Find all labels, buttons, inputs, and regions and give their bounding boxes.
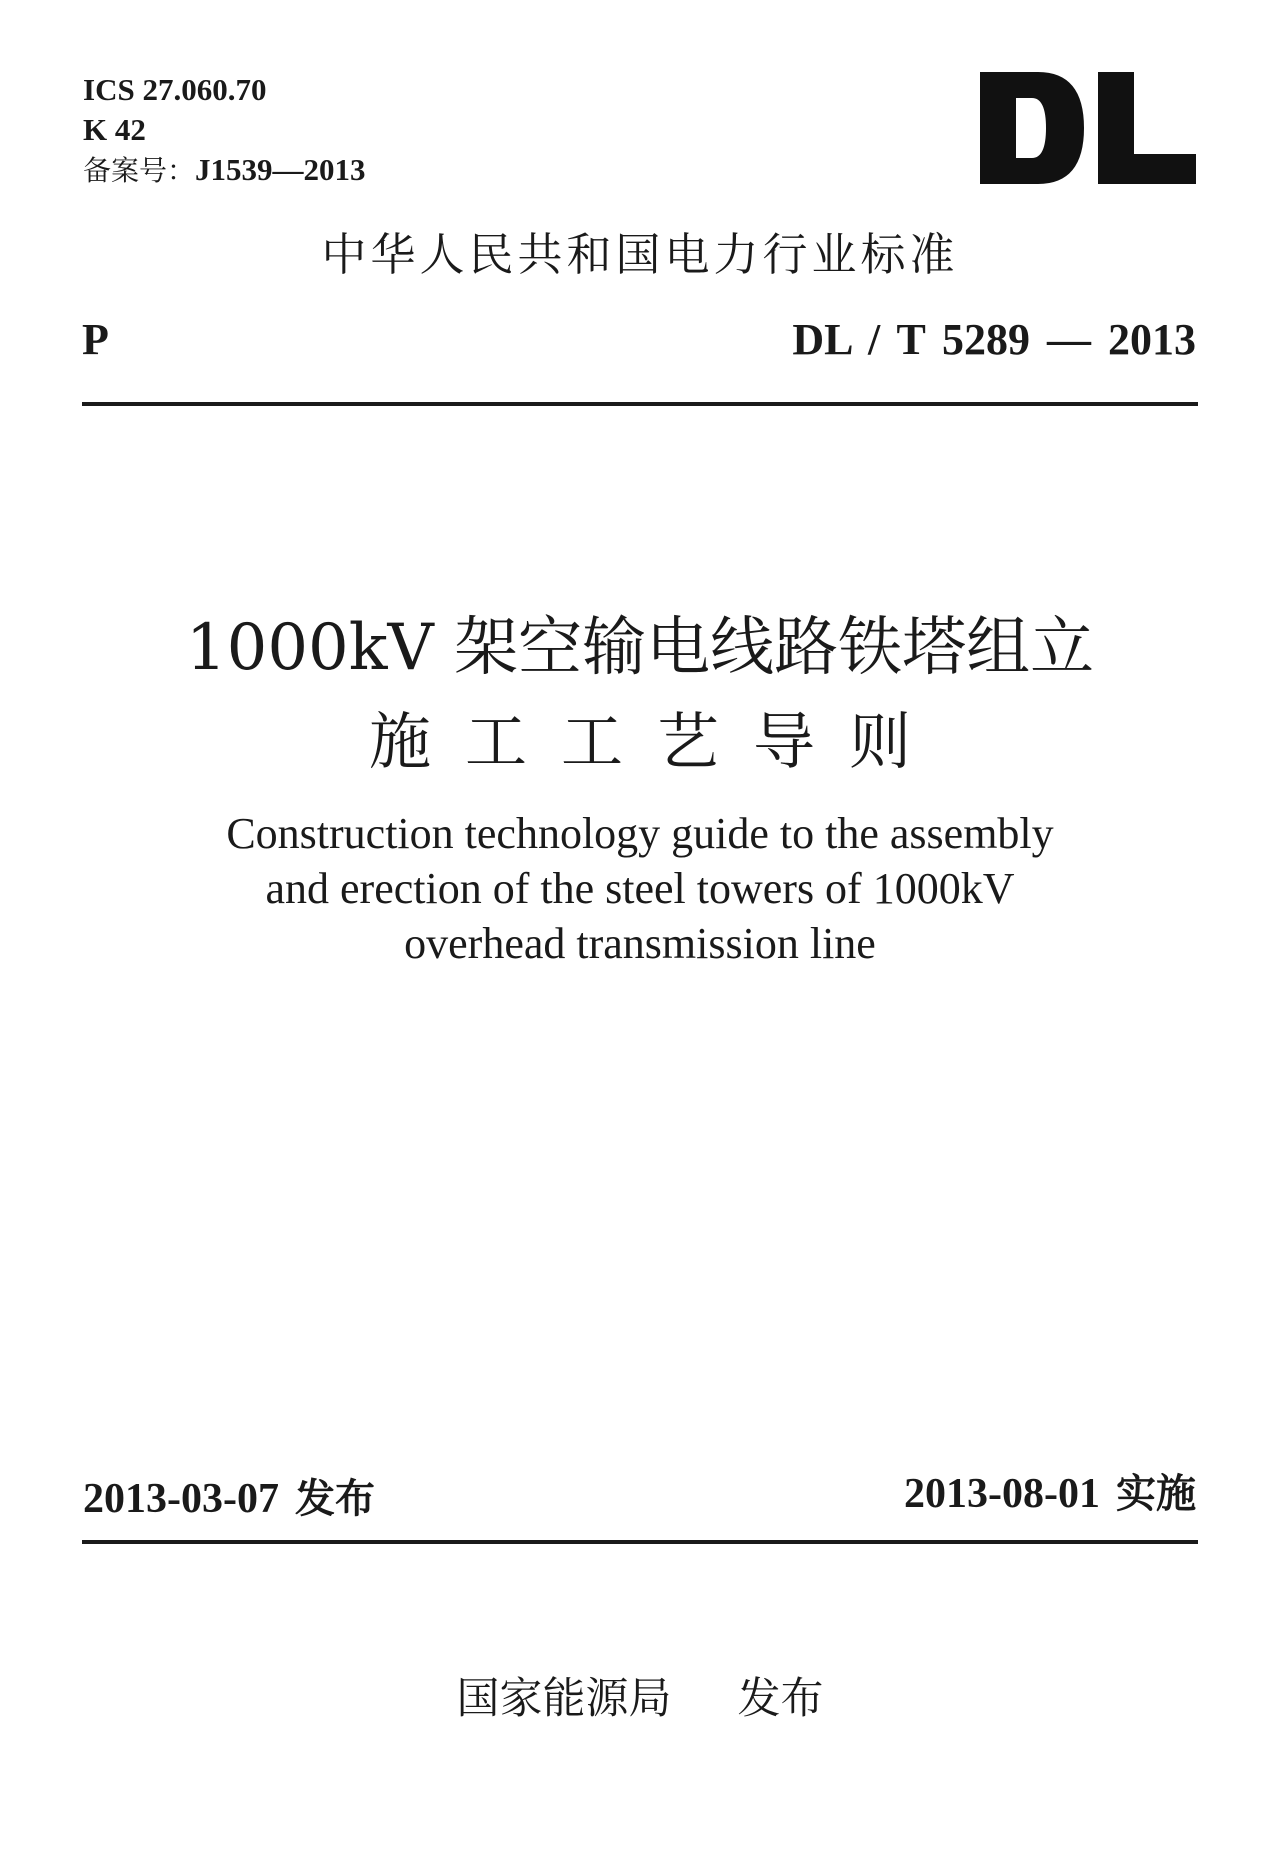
- publisher-name: 国家能源局: [456, 1674, 672, 1724]
- issue-word: 发布: [294, 1476, 375, 1522]
- ccs-code: K 42: [83, 112, 146, 147]
- filing-line: [83, 150, 366, 191]
- standard-number: DL / T 5289 — 2013: [792, 315, 1196, 364]
- filing-label: 备案号：: [83, 154, 196, 187]
- title-en-line1: Construction technology guide to the assembly: [226, 809, 1054, 858]
- issue-date: 2013-03-07: [83, 1476, 279, 1522]
- title-en-line3: overhead transmission line: [404, 919, 876, 968]
- ics-code: ICS 27.060.70: [83, 72, 267, 107]
- top-rule: [82, 402, 1198, 406]
- dl-logo-letter-d: [980, 72, 1084, 184]
- publisher-line: [0, 1665, 1280, 1726]
- issue-date-line: [83, 1467, 375, 1524]
- implement-date: 2013-08-01: [904, 1471, 1100, 1517]
- title-en-line2: and erection of the steel towers of 1000kV: [265, 864, 1015, 913]
- title-cn-line1: 1000kV 架空输电线路铁塔组立: [185, 611, 1095, 685]
- filing-number: J1539—2013: [195, 152, 366, 187]
- title-cn-line2: 施工工艺导则: [368, 705, 945, 778]
- title-en: [140, 806, 1140, 971]
- implement-date-line: [904, 1462, 1196, 1519]
- dl-logo-letter-l: [1098, 72, 1196, 184]
- bottom-rule: [82, 1540, 1198, 1544]
- issuer-title: 中华人民共和国电力行业标准: [321, 228, 959, 281]
- dl-logo: [980, 72, 1196, 184]
- category-letter: P: [82, 315, 109, 364]
- classification-block: [83, 70, 366, 191]
- implement-word: 实施: [1116, 1471, 1196, 1517]
- publisher-verb: 发布: [737, 1674, 824, 1724]
